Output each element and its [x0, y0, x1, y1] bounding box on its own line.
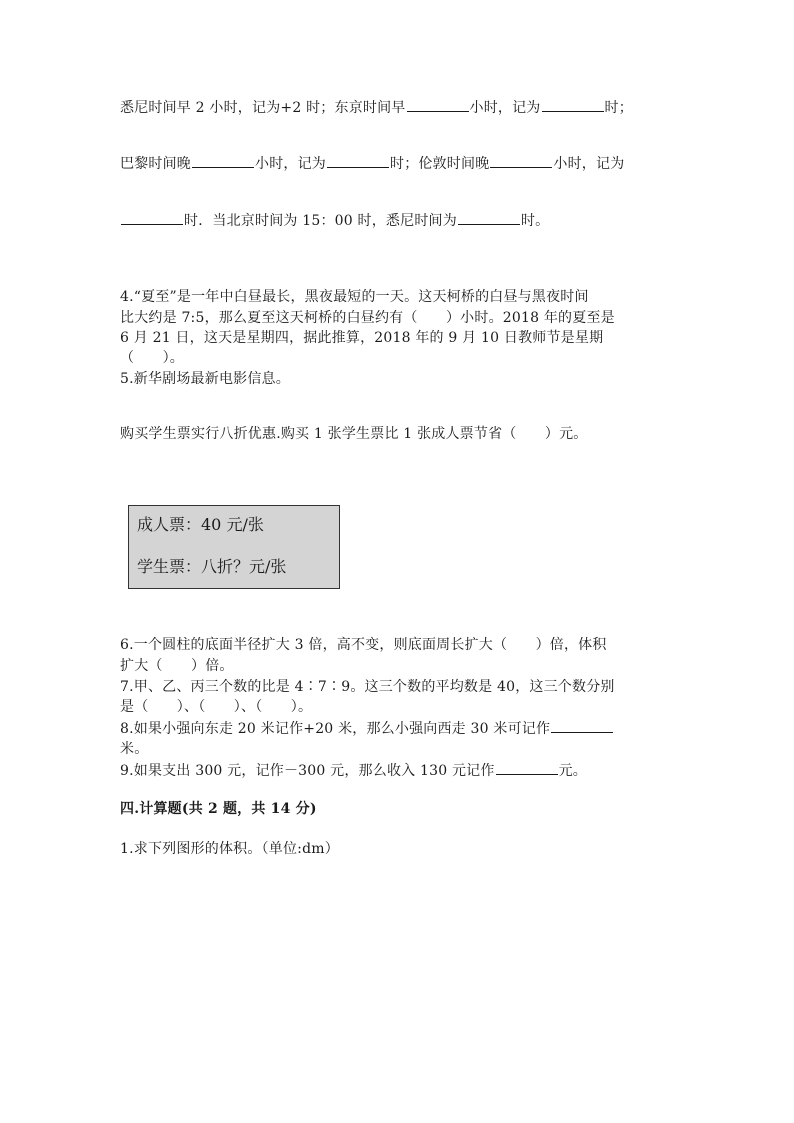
- q3-text: 小时，记为: [553, 156, 625, 172]
- q8-line-1: [120, 718, 614, 739]
- q3-text: 小时，记为: [469, 100, 541, 116]
- q9-text: 元。: [558, 763, 587, 779]
- q3-line-3: [120, 210, 549, 231]
- q5-line-2: 购买学生票实行八折优惠.购买 1 张学生票比 1 张成人票节省（ ）元。: [120, 426, 588, 442]
- london-record-blank[interactable]: [121, 210, 183, 225]
- q8-text: 8.如果小强向东走 20 米记作+20 米，那么小强向西走 30 米可记作: [120, 721, 551, 737]
- q7-line-2: 是（ ）、（ ）、（ ）。: [120, 699, 313, 715]
- q3-text: 小时，记为: [255, 156, 326, 172]
- q3-text: 时。: [520, 213, 550, 229]
- q3-text: 时；: [604, 100, 633, 116]
- ticket-price-box: [128, 505, 340, 589]
- q5-line-1: 5.新华剧场最新电影信息。: [120, 371, 290, 387]
- q3-line-2: [120, 153, 624, 174]
- q3-text: 时．当北京时间为 15：00 时，悉尼时间为: [184, 213, 457, 229]
- q6-line-2: 扩大（ ）倍。: [120, 658, 234, 674]
- income-record-blank[interactable]: [496, 760, 558, 775]
- q6-line-1: 6.一个圆柱的底面半径扩大 3 倍，高不变，则底面周长扩大（ ）倍，体积: [120, 637, 607, 653]
- q4-line-4: （ ）。: [120, 350, 184, 366]
- q3-text: 巴黎时间晚: [120, 156, 191, 172]
- london-hours-blank[interactable]: [490, 153, 552, 168]
- paris-hours-blank[interactable]: [192, 153, 254, 168]
- q3-line-1: [120, 97, 633, 118]
- west-walk-blank[interactable]: [551, 718, 613, 733]
- q3-text: 悉尼时间早 2 小时，记为+2 时；东京时间早: [120, 100, 406, 116]
- q8-line-2: 米。: [120, 741, 149, 757]
- paris-record-blank[interactable]: [327, 153, 389, 168]
- q4-line-2: 比大约是 7:5，那么夏至这天柯桥的白昼约有（ ）小时。2018 年的夏至是: [120, 310, 615, 326]
- sydney-time-blank[interactable]: [458, 210, 520, 225]
- q4-line-1: 4.“夏至”是一年中白昼最长，黑夜最短的一天。这天柯桥的白昼与黑夜时间: [120, 289, 589, 305]
- q9-text: 9.如果支出 300 元，记作－300 元，那么收入 130 元记作: [120, 763, 495, 779]
- tokyo-record-blank[interactable]: [542, 97, 604, 112]
- q9-line-1: [120, 760, 587, 781]
- section4-q1: 1.求下列图形的体积。（单位:dm）: [120, 841, 339, 857]
- section-heading: 四.计算题(共 2 题，共 14 分): [120, 801, 317, 817]
- tokyo-hours-blank[interactable]: [407, 97, 469, 112]
- q3-text: 时；伦敦时间晚: [390, 156, 490, 172]
- q4-line-3: 6 月 21 日，这天是星期四，据此推算，2018 年的 9 月 10 日教师节是星期: [120, 330, 604, 346]
- q7-line-1: 7.甲、乙、丙三个数的比是 4∶7∶9。这三个数的平均数是 40，这三个数分别: [120, 679, 615, 695]
- adult-ticket-price: 成人票：40 元/张: [137, 515, 264, 534]
- student-ticket-price: 学生票：八折？元/张: [137, 557, 287, 576]
